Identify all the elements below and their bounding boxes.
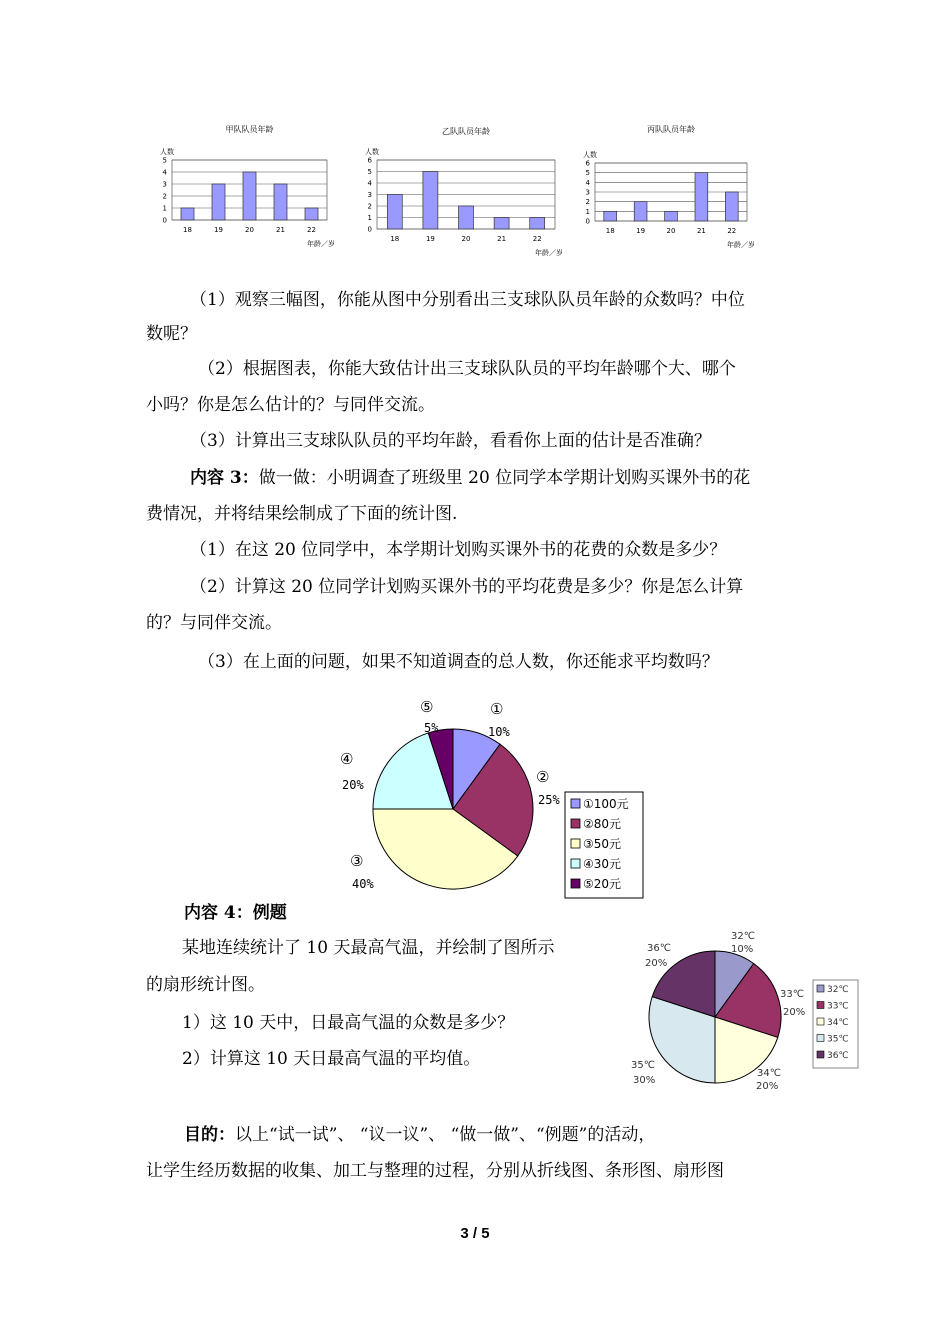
- legend-swatch: [817, 1018, 824, 1025]
- y-tick-label: 6: [585, 159, 590, 168]
- legend-swatch: [817, 985, 824, 992]
- slice-label: 34℃: [757, 1068, 781, 1079]
- x-tick-label: 22: [307, 226, 316, 234]
- slice-label: 36℃: [647, 943, 671, 954]
- content-3-q3: （3）在上面的问题，如果不知道调查的总人数，你还能求平均数吗？: [198, 652, 719, 672]
- bar: [604, 211, 617, 221]
- slice-percent: 10%: [731, 944, 754, 955]
- bar: [243, 172, 256, 220]
- y-tick-label: 4: [367, 179, 372, 188]
- y-tick-label: 0: [162, 216, 167, 225]
- bar: [274, 184, 287, 220]
- content-3-label: 内容 3：: [190, 468, 259, 488]
- y-tick-label: 2: [367, 202, 372, 211]
- y-tick-label: 0: [585, 217, 590, 226]
- slice-percent: 25%: [538, 793, 560, 807]
- slice-percent: 20%: [783, 1007, 806, 1018]
- page-number: 3 / 5: [460, 1225, 490, 1242]
- bar: [695, 173, 708, 221]
- x-axis-label: 年龄／岁: [307, 240, 335, 248]
- y-tick-label: 1: [162, 204, 167, 213]
- bar: [459, 206, 474, 229]
- content-3-text: 做一做：小明调查了班级里 20 位同学本学期计划购买课外书的花: [258, 468, 751, 488]
- y-tick-label: 5: [162, 156, 167, 165]
- purpose-line2: 让学生经历数据的收集、加工与整理的过程，分别从折线图、条形图、扇形图: [146, 1161, 724, 1181]
- bar: [387, 195, 402, 230]
- x-tick-label: 18: [183, 226, 192, 234]
- bar: [212, 184, 225, 220]
- y-tick-label: 3: [162, 180, 167, 189]
- purpose-text: 以上“试一试”、 “议一议”、 “做一做”、“例题”的活动，: [235, 1125, 656, 1145]
- content-3-q1: （1）在这 20 位同学中，本学期计划购买课外书的花费的众数是多少？: [190, 540, 727, 560]
- y-tick-label: 0: [367, 225, 372, 234]
- x-tick-label: 21: [696, 227, 706, 235]
- y-tick-label: 3: [585, 188, 590, 197]
- x-tick-label: 21: [276, 226, 285, 234]
- y-tick-label: 5: [585, 169, 590, 178]
- q3: （3）计算出三支球队队员的平均年龄，看看你上面的估计是否准确？: [190, 431, 711, 451]
- y-tick-label: 1: [367, 214, 372, 222]
- x-tick-label: 20: [461, 235, 471, 243]
- chart-title: 丙队队员年龄: [647, 125, 695, 134]
- purpose-line1: [146, 1117, 810, 1154]
- q2-line1: （2）根据图表，你能大致估计出三支球队队员的平均年龄哪个大、哪个: [198, 359, 736, 379]
- content-4-q2: 2）计算这 10 天日最高气温的平均值。: [182, 1049, 481, 1069]
- legend-label: 35℃: [827, 1034, 849, 1045]
- x-tick-label: 20: [245, 226, 254, 234]
- bar: [530, 218, 545, 230]
- content-4-title: 内容 4：例题: [184, 903, 287, 923]
- slice-percent: 20%: [756, 1081, 779, 1092]
- x-tick-label: 18: [390, 235, 400, 243]
- legend-swatch: [571, 839, 580, 848]
- slice-percent: 20%: [342, 778, 364, 792]
- x-axis-label: 年龄／岁: [727, 241, 755, 249]
- slice-number: ③: [350, 852, 364, 870]
- slice-percent: 20%: [645, 958, 668, 969]
- x-axis-label: 年龄／岁: [535, 249, 563, 257]
- bar: [725, 192, 738, 221]
- slice-percent: 40%: [352, 877, 374, 891]
- legend-label: ①100元: [583, 797, 629, 811]
- q1-line2: 数呢？: [146, 324, 197, 344]
- bar: [494, 218, 509, 230]
- pie-chart-book-spending: [320, 692, 650, 902]
- bar: [634, 202, 647, 221]
- x-tick-label: 22: [532, 235, 542, 243]
- x-tick-label: 21: [497, 235, 507, 243]
- legend-swatch: [817, 1035, 824, 1042]
- question-1: [146, 282, 810, 319]
- y-axis-label: 人数: [160, 148, 174, 156]
- bar: [423, 172, 438, 230]
- y-tick-label: 1: [585, 207, 590, 216]
- bar-chart-team-b: [360, 122, 570, 257]
- slice-percent: 5%: [424, 721, 439, 735]
- q2-line2: 小吗？你是怎么估计的？与同伴交流。: [146, 395, 435, 415]
- y-tick-label: 2: [162, 192, 167, 201]
- y-tick-label: 6: [367, 156, 372, 165]
- slice-percent: 10%: [488, 725, 510, 739]
- y-axis-label: 人数: [365, 148, 379, 156]
- pie-chart-temperatures: [625, 925, 865, 1095]
- x-tick-label: 20: [666, 227, 676, 235]
- chart-title: 甲队队员年龄: [225, 125, 274, 134]
- bar: [305, 208, 318, 220]
- y-tick-label: 5: [367, 168, 372, 176]
- x-tick-label: 19: [425, 235, 435, 243]
- legend-swatch: [571, 799, 580, 808]
- legend-label: 33℃: [827, 1001, 849, 1012]
- legend-swatch: [571, 819, 580, 828]
- slice-label: 33℃: [780, 989, 804, 1000]
- x-tick-label: 18: [605, 227, 615, 235]
- legend-label: ②80元: [583, 817, 622, 831]
- x-tick-label: 22: [727, 227, 737, 235]
- slice-number: ④: [340, 750, 354, 768]
- bar: [665, 211, 678, 221]
- slice-label: 32℃: [731, 931, 755, 942]
- q1-line1: （1）观察三幅图，你能从图中分别看出三支球队队员年龄的众数吗？中位: [190, 290, 745, 310]
- slice-number: ①: [490, 700, 504, 718]
- content-3-line1: [146, 460, 810, 497]
- bar-chart-team-a: [150, 120, 350, 250]
- legend-swatch: [571, 879, 580, 888]
- legend-label: 34℃: [827, 1018, 849, 1028]
- bar: [181, 208, 194, 220]
- content-4-q1: 1）这 10 天中，日最高气温的众数是多少？: [182, 1013, 515, 1033]
- y-tick-label: 4: [585, 178, 590, 187]
- x-tick-label: 19: [214, 226, 223, 234]
- content-4-line2: 的扇形统计图。: [146, 975, 265, 995]
- slice-label: 35℃: [631, 1060, 655, 1071]
- slice-number: ②: [536, 768, 550, 786]
- legend-swatch: [571, 859, 580, 868]
- y-axis-label: 人数: [583, 151, 597, 159]
- legend-label: 36℃: [827, 1051, 849, 1061]
- legend-label: ④30元: [583, 857, 622, 871]
- content-3-line2: 费情况，并将结果绘制成了下面的统计图.: [146, 504, 458, 524]
- y-tick-label: 3: [367, 191, 372, 199]
- y-tick-label: 4: [162, 168, 167, 177]
- y-tick-label: 2: [585, 198, 590, 207]
- legend-label: ⑤20元: [583, 877, 622, 891]
- content-4-line1: 某地连续统计了 10 天最高气温，并绘制了图所示: [182, 938, 555, 958]
- content-3-q2-line1: （2）计算这 20 位同学计划购买课外书的平均花费是多少？你是怎么计算: [190, 577, 744, 597]
- legend-swatch: [817, 1002, 824, 1009]
- legend-swatch: [817, 1051, 824, 1058]
- legend-label: 32℃: [827, 985, 849, 995]
- purpose-label: 目的：: [184, 1125, 235, 1145]
- chart-title: 乙队队员年龄: [442, 127, 490, 136]
- slice-number: ⑤: [420, 698, 434, 716]
- x-tick-label: 19: [636, 227, 646, 235]
- legend-label: ③50元: [583, 837, 622, 851]
- slice-percent: 30%: [633, 1075, 656, 1086]
- bar-chart-team-c: [575, 120, 775, 250]
- content-3-q2-line2: 的？与同伴交流。: [146, 613, 282, 633]
